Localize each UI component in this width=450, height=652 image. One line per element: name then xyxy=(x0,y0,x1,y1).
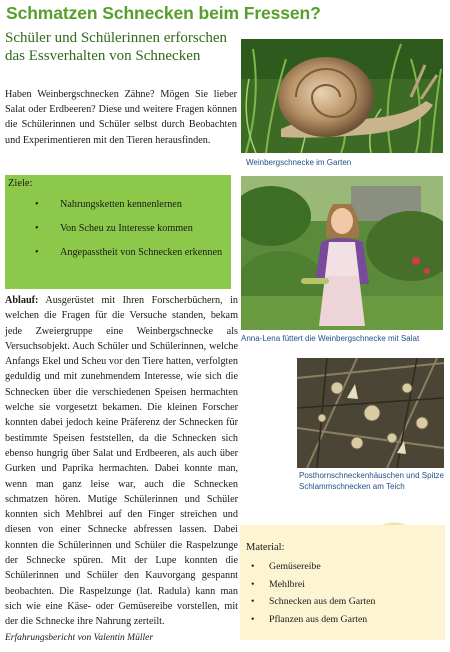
subtitle: Schüler und Schülerinnen erforschen das Essverhalten von Schnecken xyxy=(5,30,228,64)
page-title: Schmatzen Schnecken beim Fressen? xyxy=(6,3,321,23)
goals-list xyxy=(5,198,231,270)
material-item: • Mehlbrei xyxy=(251,578,305,590)
material-heading: Material: xyxy=(246,542,285,553)
photo-snail-garden xyxy=(241,39,443,153)
photo-shells-pond xyxy=(297,358,444,468)
material-item: • Schnecken aus dem Garten xyxy=(251,596,376,608)
goal-item: • Von Scheu zu Interesse kommen xyxy=(35,223,193,234)
material-box xyxy=(240,525,445,640)
caption-photo-3: Posthornschneckenhäuschen und Spitze Schlammschnecken am Teich xyxy=(299,471,444,491)
goal-item: • Angepasstheit von Schnecken erkennen xyxy=(35,247,223,258)
caption-photo-2: Anna-Lena füttert die Weinbergschnecke mit Salat xyxy=(241,334,420,343)
procedure-paragraph xyxy=(5,293,238,630)
intro-paragraph: Haben Weinbergschnecken Zähne? Mögen Sie lieber Salat oder Erdbeeren? Diese und weitere Fragen können die Schülerinnen und Schüler selbst durch Beobachten und Experimentieren mit den Tieren herausfinden. xyxy=(5,89,237,146)
procedure-label: Ablauf: xyxy=(5,295,39,306)
author-credit: Erfahrungsbericht von Valentin Müller xyxy=(5,633,154,643)
material-item: • Gemüsereibe xyxy=(251,561,321,572)
caption-photo-1: Weinbergschnecke im Garten xyxy=(246,158,352,167)
goal-item: • Nahrungsketten kennenlernen xyxy=(35,199,182,210)
goals-heading: Ziele: xyxy=(8,178,33,189)
photo-girl-feeding xyxy=(241,176,443,330)
material-list xyxy=(240,561,445,631)
procedure-text: Ausgerüstet mit Ihren Forscherbüchern, in welchen die Fragen für die Versuche standen, bekam jede Zweiergruppe eine Weinbergschnecke als Versuchsobjekt. Auch Schüler und Schülerinnen, welche Anfangs Ekel und Scheu vor den Tiere hatten, verfolgten geduldig und mit zunehmendem Interesse, wie sich die Schnecken über die verschiedenen Speisen hermachten welche sie vorgesetzt bekamen. Die kleinen Forscher konnten dabei jedoch keine Präferenz der Schnecken für bestimmte Speisen feststellen, da die Schnecken sich ebenso hungrig über Salat und Erdbeeren, als auch über Gurken und Paprika hermachten. Dabei konnte man, wenn man ganz leise war, auch die Schnecken schmatzen hören. Mutige Schülerinnen und Schüler konnten sich Mehlbrei auf den Finger streichen und diesen von einer Schnecke abfressen lassen. Dabei konnten die Schülerinnen und Schüler die Raspelzunge der Schnecke spüren. Mit der Lupe konnten die Schülerinnen und Schüler den Kauvorgang gespannt beobachten. Die Raspelzunge (lat. Radula) kann man sich wie eine Käse- oder Gemüsereibe vorstellen, mit der die Schnecke ihre Nahrung zerteilt. xyxy=(5,295,238,628)
goals-box xyxy=(5,175,231,289)
material-item: • Pflanzen aus dem Garten xyxy=(251,613,368,625)
